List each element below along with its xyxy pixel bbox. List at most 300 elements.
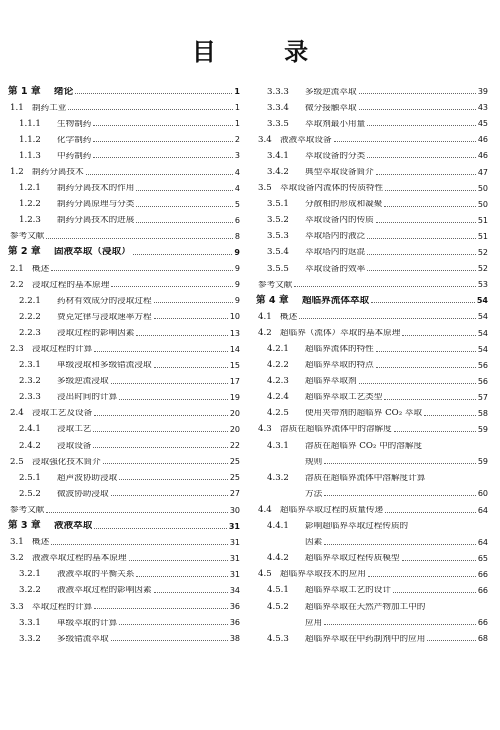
toc-entry-title: 超临界萃取过程的质量传递	[280, 505, 384, 515]
toc-entry-title: 微波协助浸取	[57, 489, 109, 499]
toc-subsection-entry[interactable]	[256, 209, 488, 225]
toc-entry-title: 规则	[305, 457, 323, 467]
toc-entry-title: 萃取塔内的返混	[305, 248, 366, 258]
toc-page-number: 65	[477, 553, 488, 563]
toc-entry-title: 使用夹带剂的超临界 CO₂ 萃取	[305, 409, 423, 418]
toc-section-entry[interactable]	[256, 128, 488, 144]
toc-page-number: 54	[476, 296, 488, 306]
dot-leader	[133, 254, 233, 255]
toc-entry-title: 因素	[305, 538, 323, 547]
dot-leader	[367, 157, 476, 158]
toc-section-entry[interactable]	[8, 160, 240, 176]
toc-entry-number: 2.2	[10, 279, 24, 290]
dot-leader	[424, 415, 476, 416]
toc-entry-number: 3.3.2	[19, 633, 41, 644]
toc-references-entry[interactable]	[256, 273, 488, 289]
toc-page-number: 36	[229, 602, 240, 612]
toc-page-number: 59	[477, 425, 488, 435]
toc-entry-title: 分散相的形成和凝聚	[305, 200, 383, 209]
toc-page-number: 39	[477, 87, 488, 97]
toc-entry-number: 4.5.2	[267, 601, 289, 612]
toc-chapter-entry[interactable]	[8, 80, 240, 96]
toc-entry-title: 萃取设备内的传质	[305, 216, 374, 225]
toc-page-number: 45	[477, 119, 488, 129]
toc-page-number: 9	[234, 296, 240, 306]
toc-subsection-entry[interactable]	[8, 289, 240, 305]
toc-entry-number: 4.3.2	[267, 472, 289, 483]
toc-entry-number: 1.1.1	[19, 118, 41, 129]
toc-entry-title: 浸取过程的影响因素	[57, 328, 135, 338]
toc-entry-number: 2.1	[10, 263, 24, 274]
toc-page-number: 66	[477, 586, 488, 595]
toc-subsection-entry[interactable]	[256, 466, 488, 482]
toc-entry-title: 溶质在超临界流体中溶解度计算	[305, 473, 426, 483]
toc-subsection-entry[interactable]	[8, 128, 240, 144]
dot-leader	[51, 544, 228, 545]
toc-entry-title: 概述	[32, 264, 50, 274]
toc-page-number: 22	[229, 441, 240, 451]
toc-entry-title: 萃取设备内流体的传质特性	[280, 184, 384, 193]
toc-section-entry[interactable]	[256, 177, 488, 193]
toc-subsection-entry[interactable]	[256, 144, 488, 160]
toc-subsection-entry[interactable]	[256, 160, 488, 176]
toc-page-number: 6	[234, 215, 240, 225]
dot-leader	[367, 125, 476, 126]
toc-page-number: 8	[234, 231, 240, 241]
toc-entry-number: 3.2	[10, 553, 24, 564]
toc-page-number: 51	[477, 215, 488, 225]
toc-entry-title: 萃取设备的效率	[305, 264, 366, 274]
toc-entry-title: 超声波协助浸取	[57, 473, 118, 483]
toc-entry-title: 参考文献	[10, 232, 45, 241]
toc-section-entry[interactable]	[8, 547, 240, 563]
toc-section-entry[interactable]	[8, 450, 240, 466]
toc-entry-number: 第 3 章	[8, 520, 41, 532]
dot-leader	[94, 608, 228, 609]
toc-entry-title: 概述	[32, 538, 50, 547]
toc-entry-title: 单级浸取和多级错流浸取	[57, 361, 152, 370]
toc-subsection-entry[interactable]	[8, 193, 240, 209]
toc-page-number: 31	[228, 521, 240, 531]
toc-subsection-entry[interactable]	[256, 370, 488, 386]
toc-subsection-entry[interactable]	[256, 257, 488, 273]
toc-page-number: 50	[477, 183, 488, 193]
dot-leader	[385, 190, 476, 191]
toc-page-number: 46	[477, 135, 488, 145]
toc-entry-number: 2.5	[10, 456, 24, 467]
toc-entry-number: 4.2.2	[267, 360, 289, 371]
toc-entry-number: 3.5	[258, 183, 272, 194]
toc-page-number: 15	[229, 360, 240, 370]
toc-entry-title: 超临界萃取工艺的设计	[305, 586, 391, 595]
toc-page-number: 52	[477, 248, 488, 258]
toc-page-number: 31	[229, 569, 240, 579]
toc-entry-title: 概述	[280, 312, 298, 322]
toc-subsection-entry[interactable]	[8, 386, 240, 402]
toc-page-number: 38	[229, 634, 240, 644]
toc-entry-title: 萃取过程的计算	[32, 602, 93, 612]
dot-leader	[136, 576, 227, 577]
toc-page-number: 2	[234, 135, 240, 145]
toc-page-number: 4	[234, 183, 240, 193]
dot-leader	[93, 447, 227, 448]
toc-page-number: 34	[229, 586, 240, 595]
dot-leader	[385, 512, 476, 513]
toc-entry-number: 1.1.2	[19, 134, 41, 145]
toc-entry-title: 浸取工艺	[57, 425, 92, 435]
toc-entry-title: 浸取工艺及设备	[32, 409, 93, 418]
toc-entry-title: 浸取强化技术简介	[32, 457, 101, 467]
dot-leader	[376, 222, 476, 223]
toc-left-column	[8, 80, 240, 643]
toc-entry-number: 1.1	[10, 102, 24, 113]
toc-entry-number: 3.4.2	[267, 166, 289, 177]
dot-leader	[402, 335, 475, 336]
toc-entry-number: 4.2.3	[267, 376, 289, 387]
toc-entry-number: 2.5.2	[19, 488, 41, 499]
toc-entry-number: 2.3	[10, 344, 24, 354]
toc-references-entry[interactable]	[8, 498, 240, 514]
toc-page-number: 68	[477, 634, 488, 644]
toc-page-number: 54	[477, 344, 488, 354]
toc-page-number: 51	[477, 231, 488, 241]
toc-entry-number: 3.5.3	[267, 231, 289, 242]
toc-page-number: 13	[229, 328, 240, 338]
toc-right-column	[256, 80, 488, 643]
dot-leader	[136, 335, 227, 336]
dot-leader	[94, 351, 228, 352]
toc-subsection-entry[interactable]	[8, 112, 240, 128]
toc-entry-title: 超临界萃取过程传质模型	[305, 554, 400, 563]
toc-entry-number: 第 4 章	[256, 294, 289, 306]
toc-subsection-entry[interactable]	[256, 627, 488, 643]
dot-leader	[154, 302, 233, 303]
dot-leader	[299, 318, 476, 319]
toc-subsection-entry[interactable]	[8, 434, 240, 450]
dot-leader	[86, 174, 233, 175]
toc-entry-title: 溶质在超临界 CO₂ 中的溶解度	[305, 441, 423, 451]
toc-entry-title: 典型萃取设备简介	[305, 167, 374, 177]
dot-leader	[93, 157, 233, 158]
toc-entry-number: 2.3.2	[19, 376, 41, 387]
toc-page-number: 9	[234, 248, 240, 258]
toc-subsection-entry[interactable]	[256, 354, 488, 370]
toc-entry-title: 多级逆流浸取	[57, 377, 109, 386]
toc-entry-number: 4.4	[258, 504, 272, 515]
toc-entry-title: 溶质在超临界流体中的溶解度	[280, 425, 392, 435]
toc-entry-number: 4.5.3	[267, 633, 289, 644]
toc-subsection-entry[interactable]	[8, 144, 240, 160]
toc-entry-number: 1.2	[10, 166, 24, 177]
toc-entry-title: 制药分离技术	[32, 167, 84, 177]
dot-leader	[154, 592, 228, 593]
toc-entry-number: 2.3.3	[19, 392, 41, 403]
toc-page-number: 9	[234, 264, 240, 274]
toc-section-entry[interactable]	[256, 305, 488, 321]
toc-page-number: 54	[477, 328, 488, 338]
toc-subsection-entry[interactable]	[8, 305, 240, 321]
dot-leader	[94, 528, 226, 529]
toc-subsection-entry[interactable]	[8, 209, 240, 225]
toc-page-number: 25	[229, 473, 240, 483]
toc-entry-number: 4.4.2	[267, 553, 289, 564]
toc-page-number: 3	[234, 151, 240, 161]
toc-subsection-entry[interactable]	[8, 418, 240, 434]
toc-subsection-entry[interactable]	[8, 321, 240, 337]
toc-continuation-line[interactable]	[256, 531, 488, 547]
dot-leader	[367, 270, 476, 271]
toc-chapter-entry[interactable]	[256, 289, 488, 305]
toc-entry-number: 3.3.3	[267, 86, 289, 97]
toc-entry-number: 3.3.5	[267, 118, 289, 129]
toc-subsection-entry[interactable]	[8, 611, 240, 627]
toc-subsection-entry[interactable]	[256, 241, 488, 257]
toc-chapter-entry[interactable]	[8, 515, 240, 531]
toc-entry-title: 制药分离技术的进展	[57, 216, 135, 225]
toc-entry-title: 绪论	[54, 86, 74, 97]
toc-entry-title: 多级错流萃取	[57, 634, 109, 644]
toc-entry-number: 2.2.3	[19, 327, 41, 338]
dot-leader	[368, 576, 476, 577]
toc-page-number: 57	[477, 392, 488, 402]
toc-page-number: 47	[477, 167, 488, 177]
toc-entry-number: 4.1	[258, 311, 272, 322]
toc-page-number: 54	[477, 312, 488, 322]
toc-section-entry[interactable]	[8, 402, 240, 418]
toc-page-number: 30	[229, 505, 240, 515]
toc-entry-number: 4.2.1	[267, 344, 289, 354]
toc-subsection-entry[interactable]	[256, 386, 488, 402]
dot-leader	[324, 495, 476, 496]
toc-page-number: 59	[477, 457, 488, 467]
toc-page-number: 56	[477, 360, 488, 370]
toc-section-entry[interactable]	[8, 257, 240, 273]
toc-subsection-entry[interactable]	[8, 579, 240, 595]
dot-leader	[294, 286, 475, 287]
toc-entry-number: 4.2.4	[267, 392, 289, 403]
toc-entry-title: 制药分离技术的作用	[57, 184, 135, 193]
toc-references-entry[interactable]	[8, 225, 240, 241]
toc-section-entry[interactable]	[256, 563, 488, 579]
toc-entry-number: 2.4.2	[19, 440, 41, 451]
toc-entry-number: 4.3	[258, 424, 272, 435]
toc-subsection-entry[interactable]	[256, 112, 488, 128]
toc-page-number: 46	[477, 151, 488, 161]
toc-section-entry[interactable]	[8, 531, 240, 547]
toc-subsection-entry[interactable]	[256, 579, 488, 595]
toc-entry-title: 多级逆流萃取	[305, 87, 357, 97]
toc-page-number: 64	[477, 537, 488, 547]
toc-entry-number: 2.2.1	[19, 295, 41, 306]
dot-leader	[136, 190, 233, 191]
toc-subsection-entry[interactable]	[8, 354, 240, 370]
toc-entry-number: 第 2 章	[8, 246, 41, 258]
dot-leader	[119, 399, 228, 400]
toc-entry-number: 3.5.4	[267, 247, 289, 258]
toc-continuation-line[interactable]	[256, 482, 488, 498]
toc-entry-title: 浸取过程的计算	[32, 345, 93, 354]
toc-entry-number: 3.3.4	[267, 102, 289, 113]
toc-entry-number: 3.5.2	[267, 215, 289, 226]
toc-entry-number: 3.4.1	[267, 150, 289, 161]
toc-entry-title: 药材有效成分的浸取过程	[57, 296, 152, 306]
toc-entry-title: 液液萃取的平衡关系	[57, 570, 135, 579]
toc-entry-title: 参考文献	[258, 280, 293, 290]
dot-leader	[94, 415, 228, 416]
toc-entry-number: 2.4.1	[19, 424, 41, 435]
toc-entry-number: 3.5.1	[267, 199, 289, 210]
toc-entry-title: 液液萃取设备	[280, 135, 332, 145]
toc-entry-title: 化学制药	[57, 135, 92, 145]
dot-leader	[119, 479, 228, 480]
toc-entry-title: 单级萃取的计算	[57, 618, 118, 628]
dot-leader	[129, 560, 228, 561]
toc-subsection-entry[interactable]	[8, 563, 240, 579]
toc-entry-title: 制药工业	[32, 103, 67, 113]
toc-entry-title: 液液萃取过程的影响因素	[57, 586, 152, 595]
toc-entry-title: 参考文献	[10, 505, 45, 515]
toc-subsection-entry[interactable]	[256, 595, 488, 611]
toc-entry-title: 方法	[305, 489, 323, 499]
toc-page-number: 25	[229, 457, 240, 467]
toc-section-entry[interactable]	[256, 498, 488, 514]
toc-continuation-line[interactable]	[256, 450, 488, 466]
toc-section-entry[interactable]	[8, 96, 240, 112]
toc-page-number: 19	[229, 392, 240, 402]
toc-page-number: 56	[477, 376, 488, 386]
dot-leader	[324, 624, 476, 625]
toc-entry-number: 3.2.2	[19, 585, 41, 596]
toc-entry-number: 4.4.1	[267, 521, 289, 532]
toc-section-entry[interactable]	[8, 338, 240, 354]
toc-chapter-entry[interactable]	[8, 241, 240, 257]
toc-entry-number: 1.1.3	[19, 150, 41, 161]
toc-subsection-entry[interactable]	[8, 482, 240, 498]
toc-subsection-entry[interactable]	[8, 177, 240, 193]
toc-entry-number: 4.5.1	[267, 585, 289, 596]
toc-entry-number: 4.2.5	[267, 408, 289, 419]
dot-leader	[51, 270, 233, 271]
dot-leader	[367, 238, 476, 239]
dot-leader	[93, 431, 227, 432]
toc-page-number: 20	[229, 425, 240, 435]
toc-page-number: 53	[477, 280, 488, 290]
toc-entry-number: 1.2.3	[19, 215, 41, 226]
toc-entry-title: 萃取设备的分类	[305, 151, 366, 161]
toc-entry-title: 超临界萃取技术的应用	[280, 570, 366, 579]
dot-leader	[154, 367, 228, 368]
toc-entry-number: 3.4	[258, 134, 272, 145]
dot-leader	[93, 125, 233, 126]
toc-entry-title: 制药分离原理与分类	[57, 200, 135, 209]
toc-page-number: 66	[477, 618, 488, 628]
toc-subsection-entry[interactable]	[256, 547, 488, 563]
page-title: 目 录	[191, 38, 339, 66]
toc-subsection-entry[interactable]	[8, 370, 240, 386]
dot-leader	[119, 624, 228, 625]
toc-page-number: 31	[229, 537, 240, 547]
dot-leader	[393, 592, 476, 593]
dot-leader	[68, 109, 233, 110]
toc-section-entry[interactable]	[8, 273, 240, 289]
dot-leader	[371, 302, 475, 303]
toc-page-number: 10	[229, 312, 240, 322]
dot-leader	[46, 512, 227, 513]
toc-section-entry[interactable]	[256, 321, 488, 337]
toc-page-number: 43	[477, 103, 488, 113]
toc-entry-number: 4.5	[258, 569, 272, 580]
dot-leader	[111, 640, 228, 641]
dot-leader	[376, 367, 476, 368]
toc-entry-title: 微分接触萃取	[305, 103, 357, 113]
dot-leader	[111, 383, 228, 384]
dot-leader	[394, 431, 476, 432]
dot-leader	[402, 560, 476, 561]
toc-subsection-entry[interactable]	[8, 466, 240, 482]
toc-page-number: 4	[234, 167, 240, 177]
toc-page-number: 60	[477, 489, 488, 499]
toc-continuation-line[interactable]	[256, 611, 488, 627]
toc-subsection-entry[interactable]	[256, 193, 488, 209]
toc-entry-title: 超临界萃取工艺类型	[305, 393, 383, 402]
dot-leader	[359, 383, 476, 384]
toc-subsection-entry[interactable]	[256, 96, 488, 112]
toc-page-number: 1	[234, 119, 240, 129]
toc-entry-title: 超临界萃取在中药制剂中的应用	[305, 634, 426, 644]
toc-page-number: 27	[229, 489, 240, 499]
toc-subsection-entry[interactable]	[256, 434, 488, 450]
dot-leader	[427, 640, 475, 641]
toc-entry-number: 2.2.2	[19, 311, 41, 322]
toc-entry-title: 超临界萃取在天然产物加工中的	[305, 602, 426, 612]
toc-subsection-entry[interactable]	[256, 402, 488, 418]
toc-section-entry[interactable]	[8, 595, 240, 611]
toc-entry-number: 1.2.2	[19, 199, 41, 210]
toc-entry-title: 应用	[305, 618, 323, 628]
toc-page-number: 66	[477, 569, 488, 579]
toc-entry-title: 超临界（流体）萃取的基本原理	[280, 328, 401, 338]
dot-leader	[111, 286, 233, 287]
toc-entry-title: 萃取剂最小用量	[305, 119, 366, 129]
toc-subsection-entry[interactable]	[256, 515, 488, 531]
toc-subsection-entry[interactable]	[256, 338, 488, 354]
toc-entry-number: 2.5.1	[19, 472, 41, 483]
toc-entry-title: 浸取过程的基本原理	[32, 280, 110, 290]
dot-leader	[334, 141, 476, 142]
toc-entry-number: 2.3.1	[19, 360, 41, 371]
dot-leader	[103, 463, 228, 464]
toc-subsection-entry[interactable]	[256, 225, 488, 241]
dot-leader	[154, 318, 228, 319]
toc-entry-title: 萃取塔内的液泛	[305, 232, 366, 241]
dot-leader	[111, 495, 228, 496]
toc-entry-number: 4.2	[258, 327, 272, 338]
toc-section-entry[interactable]	[256, 418, 488, 434]
toc-entry-number: 1.2.1	[19, 183, 41, 194]
toc-subsection-entry[interactable]	[8, 627, 240, 643]
dot-leader	[93, 141, 233, 142]
toc-entry-title: 液液萃取	[54, 521, 93, 531]
dot-leader	[324, 544, 476, 545]
toc-entry-number: 2.4	[10, 408, 24, 419]
toc-entry-title: 超临界萃取剂	[305, 377, 357, 386]
toc-page-number: 52	[477, 264, 488, 274]
dot-leader	[376, 174, 476, 175]
toc-page-number: 64	[477, 505, 488, 515]
toc-entry-title: 浸取设备	[57, 441, 92, 451]
toc-subsection-entry[interactable]	[256, 80, 488, 96]
toc-entry-title: 液液萃取过程的基本原理	[32, 554, 127, 563]
